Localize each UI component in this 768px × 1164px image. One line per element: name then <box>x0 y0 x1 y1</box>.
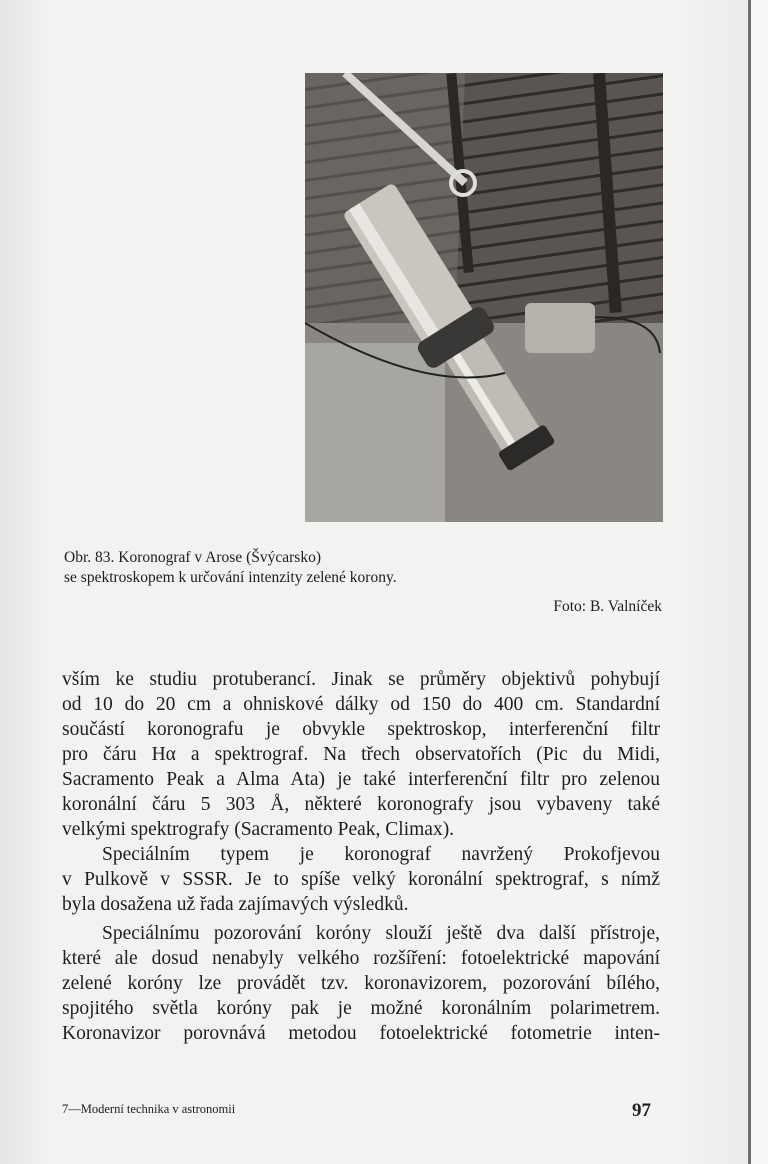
body-line: velkými spektrografy (Sacramento Peak, Climax). <box>62 819 455 840</box>
photo-credit: Foto: B. Valníček <box>553 598 662 615</box>
body-line: pro čáru Hα a spektrograf. Na třech observatořích (Pic du Midi, <box>62 744 660 765</box>
body-line: v Pulkově v SSSR. Je to spíše velký koronální spektrograf, s nímž <box>62 869 660 890</box>
body-line: Sacramento Peak a Alma Ata) je také interferenční filtr pro zelenou <box>62 769 660 790</box>
body-line: byla dosažena už řada zajímavých výsledků. <box>62 894 409 915</box>
page-number: 97 <box>632 1100 651 1121</box>
scan-margin <box>751 0 768 1164</box>
body-line: spojitého světla koróny pak je možné koronálním polarimetrem. <box>62 998 660 1019</box>
body-line: od 10 do 20 cm a ohniskové dálky od 150 do 400 cm. Standardní <box>62 694 660 715</box>
running-footer: 7—Moderní technika v astronomii <box>62 1102 236 1116</box>
figure-caption-line1: Obr. 83. Koronograf v Arose (Švýcarsko) <box>64 549 321 566</box>
body-line: zelené koróny lze provádět tzv. koronavizorem, pozorování bílého, <box>62 973 660 994</box>
coronagraph-photo <box>305 73 663 522</box>
body-line: Koronavizor porovnává metodou fotoelektrické fotometrie inten- <box>62 1023 660 1044</box>
body-line: které ale dosud nenabyly velkého rozšíření: fotoelektrické mapování <box>62 948 660 969</box>
figure-caption-line2: se spektroskopem k určování intenzity zelené korony. <box>64 569 397 586</box>
body-line: vším ke studiu protuberancí. Jinak se průměry objektivů pohybují <box>62 669 660 690</box>
body-line: Speciálním typem je koronograf navržený Prokofjevou <box>102 844 660 865</box>
body-line: koronální čáru 5 303 Å, některé koronografy jsou vybaveny také <box>62 794 660 815</box>
body-line: Speciálnímu pozorování koróny slouží ještě dva další přístroje, <box>102 923 660 944</box>
body-line: součástí koronografu je obvykle spektroskop, interferenční filtr <box>62 719 660 740</box>
